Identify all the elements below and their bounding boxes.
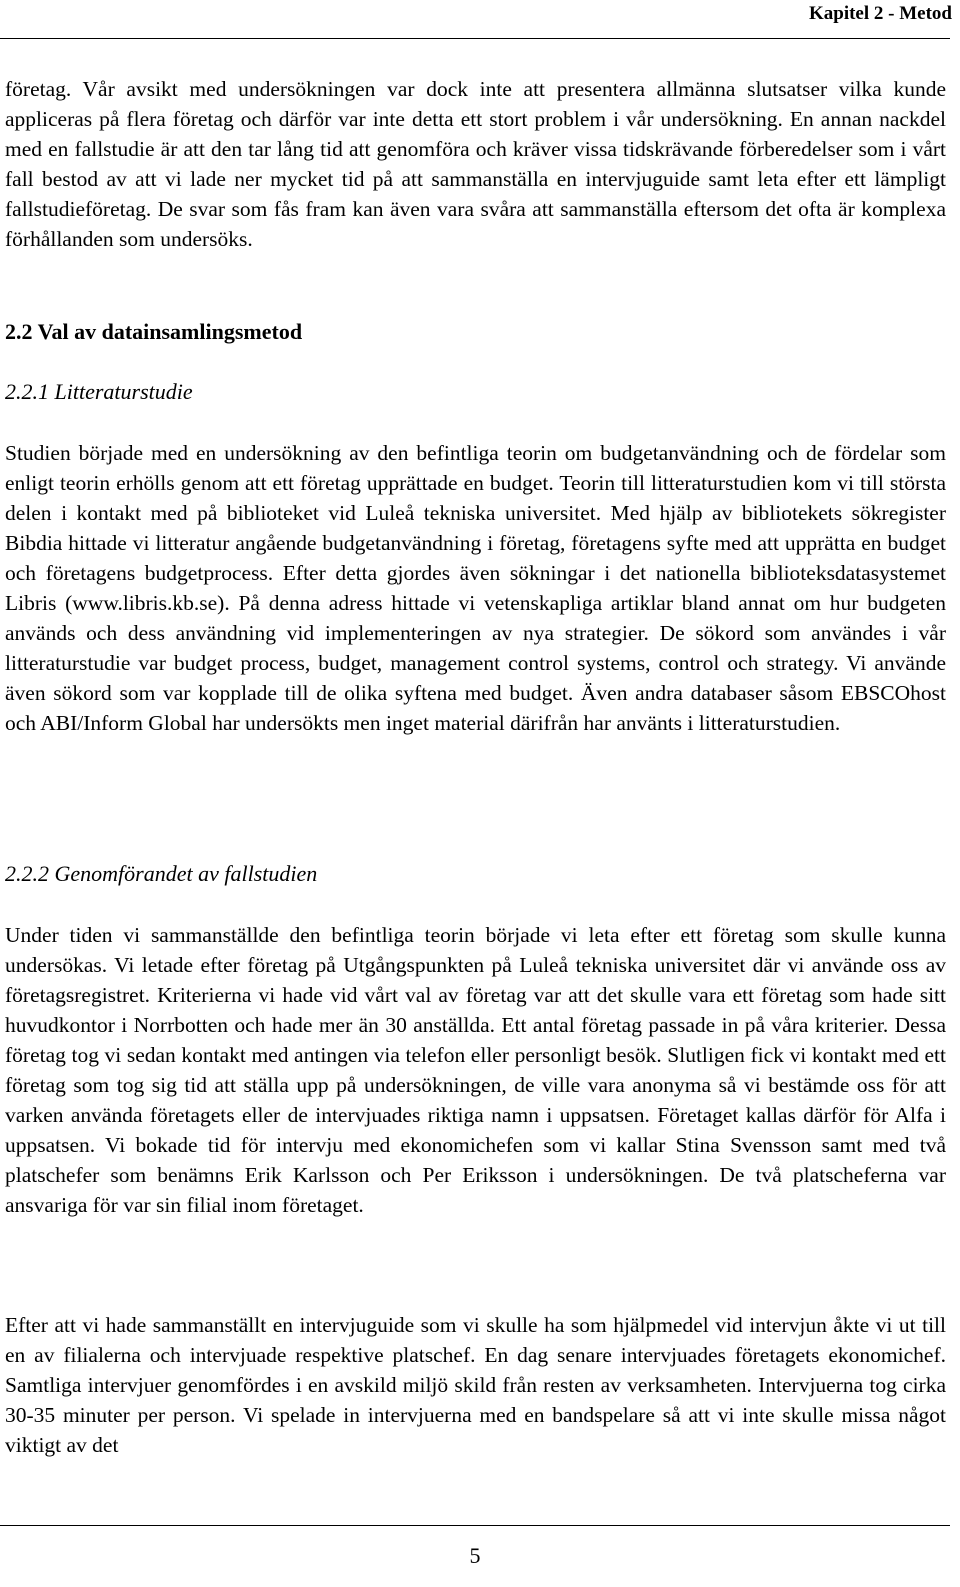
- paragraph-literature-study: Studien började med en undersökning av den befintliga teorin om budgetanvändning och de fördelar som enligt teorin erhölls genom att ett företag upprättade en budget. Teorin till litteraturstudien kom vi till största delen i kontakt med på biblioteket vid Luleå tekniska universitet. Med hjälp av bibliotekets sökregister Bibdia hittade vi litteratur angående budgetanvändning i företag, företagens syfte med att upprätta en budget och företagens budgetprocess. Efter detta gjordes även sökningar i det nationella biblioteksdatasystemet Libris (www.libris.kb.se). På denna adress hittade vi vetenskapliga artiklar bland annat om hur budgeten används och dess användning vid implementeringen av nya strategier. De sökord som användes i vår litteraturstudie var budget process, budget, management control systems, control och strategy. Vi använde även sökord som var kopplade till de olika syftena med budget. Även andra databaser såsom EBSCOhost och ABI/Inform Global har undersökts men inget material därifrån har använts i litteraturstudien.: [5, 441, 946, 735]
- running-header: Kapitel 2 - Metod: [808, 3, 952, 24]
- paragraph-case-study-drawbacks: företag. Vår avsikt med undersökningen var dock inte att presentera allmänna slutsatser vilka kunde appliceras på flera företag och därför var inte detta ett stort problem i vår undersökning. En annan nackdel med en fallstudie är att den tar lång tid att genomföra och kräver vissa tidskrävande förberedelser som i vårt fall bestod av att vi lade ner mycket tid på att sammanställa en intervjuguide samt leta efter ett lämpligt fallstudieföretag. De svar som fås fram kan även vara svåra att sammanställa eftersom det ofta är komplexa förhållanden som undersöks.: [5, 77, 946, 251]
- page-number: 5: [469, 1543, 481, 1568]
- header-rule: [0, 38, 950, 39]
- section-heading-data-collection: 2.2 Val av datainsamlingsmetod: [5, 319, 303, 344]
- paragraph-interviews: Efter att vi hade sammanställt en intervjuguide som vi skulle ha som hjälpmedel vid intervjun åkte vi ut till en av filialerna och intervjuade respektive platschef. En dag senare intervjuades företagets ekonomichef. Samtliga intervjuer genomfördes i en avskild miljö skild från resten av verksamheten. Intervjuerna tog cirka 30-35 minuter per person. Vi spelade in intervjuerna med en bandspelare så att vi inte skulle missa något viktigt av det: [5, 1313, 946, 1457]
- footer-rule: [0, 1525, 950, 1526]
- subsection-heading-literature-study: 2.2.1 Litteraturstudie: [5, 379, 193, 404]
- paragraph-company-selection: Under tiden vi sammanställde den befintliga teorin började vi leta efter ett företag som skulle kunna undersökas. Vi letade efter företag på Utgångspunkten på Luleå tekniska universitet där vi använde oss av företagsregistret. Kriterierna vi hade vid vårt val av företag var att det skulle vara ett företag som hade sitt huvudkontor i Norrbotten och hade mer än 30 anställda. Ett antal företag passade in på våra kriterier. Dessa företag tog vi sedan kontakt med antingen via telefon eller personligt besök. Slutligen fick vi kontakt med ett företag som tog sig tid att ställa upp på undersökningen, de ville vara anonyma så vi bestämde oss för att varken använda företagets eller de intervjuades riktiga namn i uppsatsen. Företaget kallas därför för Alfa i uppsatsen. Vi bokade tid för intervju med ekonomichefen som vi kallar Stina Svensson samt med två platschefer som benämns Erik Karlsson och Per Eriksson i undersökningen. De två platscheferna var ansvariga för var sin filial inom företaget.: [5, 923, 946, 1217]
- subsection-heading-case-study-execution: 2.2.2 Genomförandet av fallstudien: [5, 861, 318, 886]
